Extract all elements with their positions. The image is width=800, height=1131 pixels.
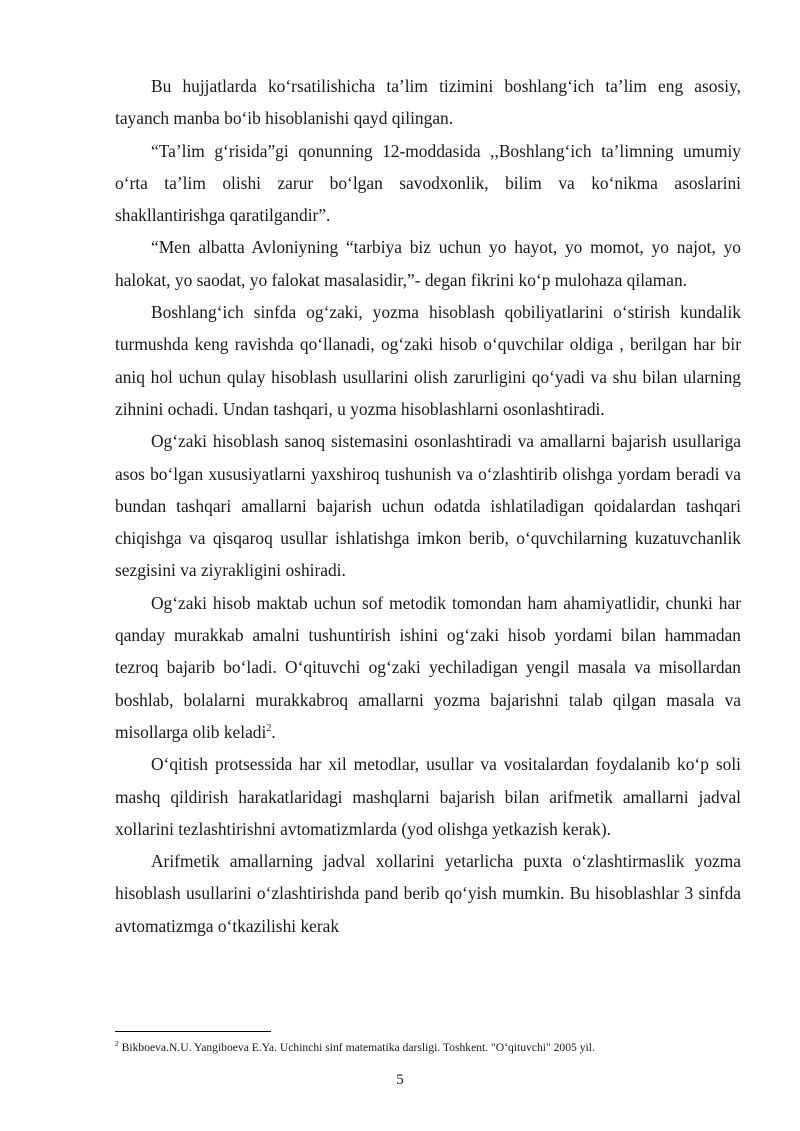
footnote-reference[interactable]: 2 [266,723,272,735]
paragraph: “Men albatta Avloniyning “tarbiya biz uchun yo hayot, yo momot, yo najot, yo halokat, yo saodat, yo falokat masalasidir,”- degan fikrini ko‘p mulohaza qilaman. [115,237,741,290]
paragraph-text: Og‘zaki hisob maktab uchun sof metodik tomondan ham ahamiyatlidir, chunki har qanday murakkab amalni tushuntirish ishini og‘zaki hisob yordami bilan hammadan tezroq bajarib bo‘ladi. O‘qituvchi og‘zaki yechiladigan yengil masala va misollardan boshlab, bolalarni murakkabroq amallarni yozma bajarishni talab qilgan masala va misollarga olib keladi [115,592,741,742]
footnote-text: Bikboeva.N.U. Yangiboeva E.Ya. Uchinchi sinf matematika darsligi. Toshkent. "O‘qituvchi" 2005 yil. [118,1041,595,1054]
footnote-marker: 2 [115,1039,119,1049]
footnote-divider [115,1031,271,1032]
footnote [115,1040,741,1055]
paragraph: Bu hujjatlarda ko‘rsatilishicha ta’lim tizimini boshlang‘ich ta’lim eng asosiy, tayanch manba bo‘ib hisoblanishi qayd qilingan. [115,76,741,129]
paragraph-end-punctuation: . [271,721,276,742]
paragraph: Boshlang‘ich sinfda og‘zaki, yozma hisoblash qobiliyatlarini o‘stirish kundalik turmushda keng ravishda qo‘llanadi, og‘zaki hisob o‘quvchilar oldiga , berilgan har bir aniq hol uchun qulay hisoblash usullarini olish zarurligini qo‘yadi va shu bilan ularning zihnini ochadi. Undan tashqari, u yozma hisoblashlarni osonlashtiradi. [115,302,741,419]
paragraph: “Ta’lim g‘risida”gi qonunning 12-moddasida ,,Boshlang‘ich ta’limning umumiy o‘rta ta’lim olishi zarur bo‘lgan savodxonlik, bilim va ko‘nikma asoslarini shakllantirishga qaratilgandir”. [115,140,741,226]
paragraph: Og‘zaki hisoblash sanoq sistemasini osonlashtiradi va amallarni bajarish usullariga asos bo‘lgan xususiyatlarni yaxshiroq tushunish va o‘zlashtirib olishga yordam beradi va bundan tashqari amallarni bajarish uchun odatda ishlatiladigan qoidalardan tashqari chiqishga va qisqaroq usullar ishlatishga imkon berib, o‘quvchilarning kuzatuvchanlik sezgisini va ziyrakligini oshiradi. [115,431,741,581]
body-text [115,70,741,942]
paragraph: O‘qitish protsessida har xil metodlar, usullar va vositalardan foydalanib ko‘p soli mashq qildirish harakatlaridagi mashqlarni bajarish bilan arifmetik amallarni jadval xollarini tezlashtirishni avtomatizmlarda (yod olishga yetkazish kerak). [115,754,741,839]
paragraph-with-footnote [115,587,741,748]
paragraph: Arifmetik amallarning jadval xollarini yetarlicha puxta o‘zlashtirmaslik yozma hisoblash usullarini o‘zlashtirishda pand berib qo‘yish mumkin. Bu hisoblashlar 3 sinfda avtomatizmga o‘tkazilishi kerak [115,851,741,936]
page-number: 5 [396,1072,404,1088]
